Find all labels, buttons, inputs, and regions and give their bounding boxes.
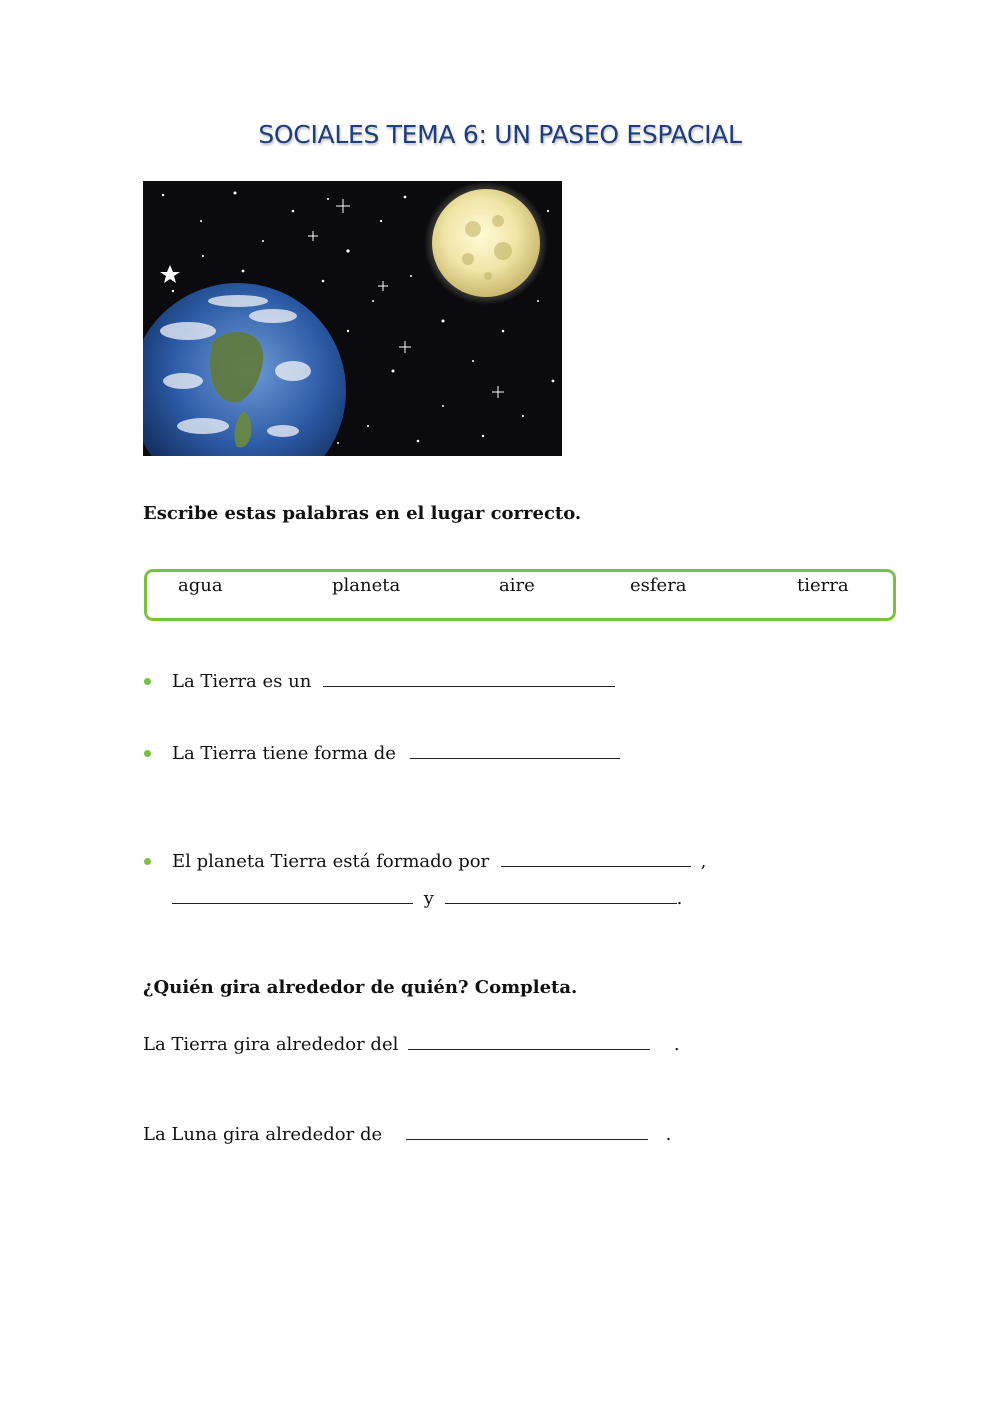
sentence-2: [172, 742, 620, 764]
conjunction-y: y: [423, 888, 434, 909]
period: .: [676, 888, 683, 909]
blank-1[interactable]: [323, 670, 615, 687]
period: .: [673, 1034, 680, 1055]
blank-5[interactable]: [406, 1123, 648, 1140]
sentence-3-cont: [172, 887, 682, 909]
blank-2[interactable]: [410, 742, 620, 759]
moon: [432, 189, 540, 297]
earth-and-moon-image: [143, 181, 562, 456]
sentence-1-text: La Tierra es un: [172, 671, 312, 692]
blank-3a[interactable]: [501, 850, 691, 867]
instruction-1: Escribe estas palabras en el lugar correcto.: [143, 503, 582, 524]
word-agua: agua: [178, 575, 223, 596]
sentence-4: [143, 1033, 680, 1055]
word-esfera: esfera: [630, 575, 687, 596]
sentence-4-text: La Tierra gira alrededor del: [143, 1034, 399, 1055]
word-tierra: tierra: [797, 575, 849, 596]
blank-3c[interactable]: [445, 887, 677, 904]
blank-4[interactable]: [408, 1033, 650, 1050]
blank-3b[interactable]: [172, 887, 413, 904]
sentence-5: [143, 1123, 671, 1145]
instruction-2: ¿Quién gira alrededor de quién? Completa.: [143, 977, 578, 998]
sentence-1: [172, 670, 615, 692]
comma: ,: [700, 851, 707, 872]
sentence-2-text: La Tierra tiene forma de: [172, 743, 396, 764]
bullet-icon: [144, 678, 151, 685]
sentence-5-text: La Luna gira alrededor de: [143, 1124, 383, 1145]
sentence-3-text: El planeta Tierra está formado por: [172, 851, 490, 872]
page-title: SOCIALES TEMA 6: UN PASEO ESPACIAL: [258, 120, 742, 149]
period: .: [665, 1124, 672, 1145]
word-planeta: planeta: [332, 575, 401, 596]
word-aire: aire: [499, 575, 535, 596]
sentence-3: [172, 850, 706, 872]
bullet-icon: [144, 858, 151, 865]
bullet-icon: [144, 750, 151, 757]
